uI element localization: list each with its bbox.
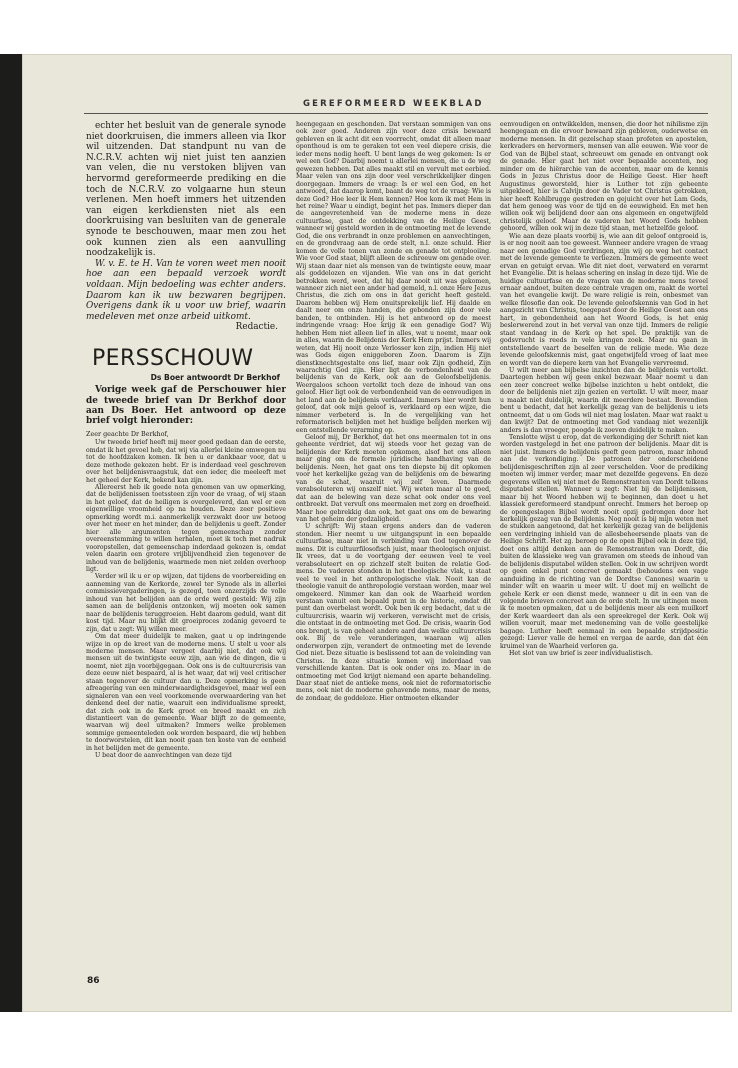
scan-margin-bottom: [0, 1012, 738, 1068]
page-number: 86: [87, 976, 100, 986]
letter-salutation: Zeer geachte Dr Berkhof,: [86, 429, 169, 438]
body-paragraph: Tenslotte wijst u erop, dat de verkondiging der Schrift niet kan worden vastgelegd in het ene patroon der belijdenis. Maar dit is niet juist. Immers de belijdenis geeft geen patroon, maar inhoud aan de verkondiging. De patronen der onderscheidene belijdenisgeschriften zijn al zeer verschelden. Voor de prediking moeten wij immer verder, maar met dezelfde gegevens. En deze gegevens willen wij niet met de Remonstranten van Dordt telkens disputabel stellen. Wanneer u zegt: Niet bij de belijdenissen, maar bij het Woord hebben wij te beginnen, dan doet u het klassiek gereformeerd standpunt onrecht. Immers het beroep op de opengeslagen Bijbel wordt nooit opzij gedrongen door het kerkelijk gezag van de Belijdenis. Nog nooit is bij mijn weten met de stukken aangetoond, dat het kerkelijk gezag van de belijdenis een verdringing inhield van de allesbeheersende plaats van de Heilige Schrift. Het zg. beroep op de open Bijbel ook in deze tijd, doet ons altijd denken aan de Remonstranten van Dordt, die buiten de klassieke weg van gravamen om steeds de inhoud van de belijdenis disputabel wilden stellen. Ook in uw schrijven wordt op geen enkel punt concreet gemaakt (behoudens een vage aanduiding in de richting van de Dordtse Canones) waarin u minder wilt en waarin u meer wilt. U doet mij en wellicht de gehele Kerk er een dienst mede, wanneer u dit in een van de volgende brieven concreet aan de orde stelt. In uw uitingen meen ik te moeten opmaken, dat u de belijdenis meer als een muilkorf der Kerk waardeert dan als een spreekregel der Kerk. Ook wij willen vooruit, maar met medeneming van de volle geestelijke bagage. Luther heeft eenmaal in een bepaalde strijdpositie gezegd: Liever valle de hemel en vergaa de aarde, dan dat één kruimel van de Waarheid verloren ga.: [500, 434, 708, 650]
column-2: [296, 121, 491, 966]
signature-redactie: Redactie.: [235, 322, 278, 333]
body-paragraph: Geloof mij, Dr Berkhof, dat het ons meermalen tot in ons geheente verdriet, dat wij steeds voor het gezag van de belijdenis der Kerk moeten opkomen, alsof het ons alleen maar ging om de formele juridische handhaving van de belijdenis. Neen, het gaat ons ten diepste bij dit opkomen voor het kerkelijke gezag van de belijdenis om de bewaring van de schat, waaruit wij zelf leven. Daarmede verabsoluteren wij onszelf niet. Wij weten maar al te goed, dat aan de belewing van deze schat ook onder ons veel ontbreekt. Dat vervult ons meermalen met zorg en droefheid. Maar hoe gebrekkig dan ook, het gaat ons om de bewaring van het geheim der godzaligheid.: [296, 434, 491, 524]
running-header: GEREFORMEERD WEEKBLAD: [303, 99, 484, 109]
body-paragraph: eenvoudigen en ontwikkelden, mensen, die door het nihilisme zijn heengegaan en die ervoor bewaard zijn gebleven, ouderwetse en moderne mensen. In dit gezelschap staan profeten en apostelen, kerkvaders en hervormers, mensen van alle eeuwen. Wie voor de God van de Bijbel staat, schreeuwt om genade en ontvangt ook de genade. Hier gaat het niet over bepaalde accenten, nog minder om de hiërarchie van de accenten, maar om de kennis Gods in Jezus Christus door de Heilige Geest. Hier heeft Augustinus geworsteld, hier is Luther tot zijn gebeente uitgekleed, hier is Calvijn door de Vader tot Christus getrokken, hier heeft Kohlbrugge gestreden en gejuicht over het Lam Gods, dat hem genoeg was voor de tijd en de eeuwigheid. En met hen willen ook wij belijdend door aan ons algemeen en ongetwijfeld christelijk geloof. Maar de vaderen het Woord Gods hebben gehoord, willen ook wij in deze tijd staan, met hetzelfde geloof.: [500, 121, 708, 233]
body-paragraph: Wie aan deze plaats voorbij is, wie aan dit geloof ontgroeid is, is er nog nooit aan toe geweest. Wanneer andere vragen de vraag naar een genadige God verdringen, zijn wij op weg het contact met de levende gemeente te verliezen. Immers de gemeente weet ervan en getuigt ervan. Wie dit niet doet, verwaterd en verarmt het Evangelie. Dit is helaas schering en inslag in deze tijd. Wie de huidige cultuurfase en de vragen van de moderne mens teveel ernaar aandoet, buiten deze centrale vragen om, raakt de wortel van het evangelie kwijt. De ware religie is rein, onbesmet van welke filosofie dan ook. De levende geloofskennis van God in het aangezicht van Christus, toegepast door de Heilige Geest aan ons hart, in gebondenheid aan het Woord Gods, is het enig beslerwerend zout in het verval van onze tijd. Immers de religie staat vandaag in de Kerk op het spel. De praktijk van de godsvrucht is reeds in vele kringen zoek. Maar nu gaan in ontstellende vaart de beselfen van de religie mede. Wie deze levende geloofskennis mist, gaat ongetwijfeld vroeg of laat mee en wordt van de diepere kern van het Evangelie vervreemd.: [500, 232, 708, 367]
body-paragraph: heengegaan en geschonden. Dat verstaan sommigen van ons ook zeer goed. Anderen zijn voor deze crisis bewaard gebleven en ik acht dit een voorrecht, omdat dit alleen maar oponthoud is om te geraken tot een veel diepere crisis, die ieder mens nodig heeft. U bent langs de weg gekomen: Is er wel een God? Daarbij noemt u allerlei mensen, die u de weg gewezen hebben. Dat alles maakt stil en vervult met eerbied. Maar velen van ons zijn door veel verschrikkelijker dingen doorgegaan. Immers de vraag: Is er wel een God, en het antwoord, dat daarop komt, baant de weg tot de vraag: Wie is deze God? Hoe leer ik Hem kennen? Hoe kom ik met Hem in het reine? Waar u eindigt, begint het pas. Immers dieper dan de aangevretenheid van de moderne mens in deze cultuurfase, gaat de ontdekking van de Heilige Geest, wanneer wij gesteld worden in de ontmoeting met de levende God, die ons verbrandt in onze problemen en aanvechtingen, en de grondvraag aan de orde stelt, n.l. onze schuld. Hier komen de volle tonen van zonde en genade tot ontplooiing. Wie voor God staat, blijft alleen de schreeuw om genade over. Wij staan daar niet als mensen van de twintigste eeuw, maar als goddelozen en vijanden. Wie van ons in dat gericht betrokken werd, weet, dat hij daar nooit uit was gekomen, wanneer zich niet een ander had gemeld, n.l. onze Here Jezus Christus, die zich om ons in dat gericht heeft gesteld. Daarom hebben wij Hem onuitsprekelijk lief. Hij daalde en daalt neer om onze handen, die gebonden zijn door vele banden, te ontbinden. Hij is het antwoord op de meest indringende vraag: Hoe krijg ik een genadige God? Wij hebben Hem niet alleen lief in alles, wat u noemt, maar ook in alles, waarin de Belijdenis der Kerk Hem prijst. Immers wij weten, dat Hij nooit onze Verlosser kon zijn, indien Hij niet was Gods eigen eniggeboren Zoon. Daarom is Zijn dienstknechtsgestalte ons lief, maar ook Zijn godheid, Zijn waarachtig God zijn. Hier ligt de verbondenheid van de belijdenis van de Kerk, ook aan de Geloofsbelijdenis. Weergaloos schoon vertolkt toch deze de inhoud van ons geloof. Hier ligt ook de verbondenheid van de eenvoudigen in het land aan de belijdenis verklaard. Immers hier wordt hun geloof, dat ook mijn geloof is, verklaard op een wijze, die nimmer verbeterd is. In de vergelijking van het reformatorisch belijden met het huidige belijden merken wij een ontstellende verarming op.: [296, 121, 491, 434]
section-title: PERSSCHOUW: [92, 345, 254, 371]
body-paragraph: U beat door de aanvechtingen van deze tijd: [95, 752, 232, 760]
column-1: [86, 121, 286, 976]
section-subtitle: Ds Boer antwoordt Dr Berkhof: [150, 372, 280, 382]
lead-paragraph: echter het besluit van de generale synode niet doorkruisen, die immers alleen via Ikor wil uitzenden. Dat standpunt nu van de N.C.R.V. achten wij niet juist ten aanzien van velen, die nu verstoken blijven van hervormd gereformeerde prediking en die toch de N.C.R.V. zo volgaarne hun steun verlenen. Men hoeft immers het uitzenden van eigen kerkdiensten niet als een doorkruising van besluiten van de generale synode te beschouwen, maar men zou het ook kunnen zien als een aanvulling noodzakelijk is.: [86, 121, 286, 259]
body-paragraph: U schrijft: Wij staan ergens anders dan de vaderen stonden. Hier neemt u uw uitgangspunt in een bepaalde cultuurfase, maar niet in verbinding van God tegenover de mens. Dit is cultuurfilosofisch juist, maar theologisch onjuist. Ik vrees, dat u de voortgang der eeuwen veel te veel verabsoluteert en op zichzelf stelt buiten de relatie God-mens. De vaderen stonden in het theologische vlak, u staat veel te veel in het anthropologische vlak. Nooit kan de theologie vanuit de anthropologie verstaan worden, maar wel omgekeerd. Nimmer kan dan ook de Waarheid worden verstaan vanuit een bepaald punt in de historie, omdat dit punt dan overbelast wordt. Ook ben ik erg bedacht, dat u de cultuurcrisis, waarin wij verkeren, verwischt met de crisis, die ontstaat in de ontmoeting met God. De crisis, waarin God ons brengt, is van geheel andere aard dan welke cultuurcrisis ook. Bij de vele veranderingen, waaraan wij allen onderworpen zijn, verandert de ontmoeting met de levende God niet. Deze situatie is beslissend tot aan de voleinding van Christus. In deze situatie komen wij inderdaad van verschillende kanten. Dat is ook onder ons zo. Maar in de ontmoeting met God krijgt niemand een aparte behandeling. Daar staat niet de antieke mens, ook niet de reformatorische mens, ook niet de moderne gehavende mens, maar de mens, de zondaar, de goddeloze. Hier ontmoeten elkander: [296, 523, 491, 702]
binding-edge: [0, 54, 22, 1012]
reply-paragraph: W. v. E. te H. Van te voren weet men nooit hoe aan een bepaald verzoek wordt voldaan. Mijn bedoeling was echter anders. Daarom kan ik uw bezwaren begrijpen. Overigens dank ik u voor uw brief, waarin medeleven met onze arbeid uitkomt.: [86, 258, 286, 322]
header-rule: [84, 113, 708, 114]
body-paragraph: Om dat meer duidelijk te maken, gaat u op indringende wijze in op de kreet van de moderne mens. U stelt u voor als moderne mensen. Maar vergeet daarbij niet, dat ook wij mensen uit de twintigste eeuw zijn, aan wie de dingen, die u noemt, niet zijn voorbijgegaan. Ook ons is de cultuurcrisis van deze eeuw niet bespaard, al is het waar, dat wij veel critischer staan tegenover de cultuur dan u. Deze opmerking is geen afreagering van een minderwaardigheidsgevoel, maar wel een signaleren van een veel voorkomende overwaardering van het denkend deel der natie, waaruit een individualisme spreekt, dat zich ook in de Kerk groot en breed maakt en zich distantieert van de gemeente. Waar blijft zo de gemeente, waarvan wij deel uitmaken? Immers welke problemen sommige gemeenteleden ook worden bespaard, die wij hebben te doorworstelen, dit kan nooit gaan ten koste van de eenheid in het belijden met de gemeente.: [86, 633, 286, 752]
body-paragraph: Allereerst heb ik goede nota genomen van uw opmerking, dat de belijdenissen toetssteen zijn voor de vraag, of wij staan in het geloof, dat de heiligen is overgeleverd, dan wel er een eigenwillige vroomheid op na houden. Deze zeer positieve opmerking wordt m.i. aanmerkelijk verzwakt door uw betoog over het meer en het minder, dan de belijdenis u geeft. Zonder hier alle argumenten tegen gemeenschap zonder overeenstemming te willen herhalen, moet ik toch met nadruk vooropstellen, dat gemeenschap inderdaad gekozen is, omdat velen daarin een grotere vrijblijvendheid zien tegenover de inhoud van de belijdenis, waarmede men niet zelden overhoop ligt.: [86, 483, 286, 573]
column-3: [500, 121, 708, 966]
intro-paragraph: Vorige week gaf de Perschouwer hier de tweede brief van Dr Berkhof door aan Ds Boer. Het antwoord op deze brief volgt hieronder:: [86, 385, 286, 427]
body-paragraph: Uw tweede brief heeft mij meer goed gedaan dan de eerste, omdat ik het gevoel heb, dat wij via allerlei kleine omwegen nu tot de hoofdzaken komen. Ik ben u er dankbaar voor, dat u deze methode gekozen hebt. Er is inderdaad veel geschreven over het belijdenisvraagstuk, dat een ieder, die meeleeft met het geheel der Kerk, bekend kan zijn.: [86, 439, 286, 484]
body-paragraph: Verder wil ik u er op wijzen, dat tijdens de voorbereiding en aanneming van de Kerkorde, zowel ter Synode als in allerlei commissievergaderingen, is gezegd, toen onzerzijds de volle inhoud van het belijden aan de orde werd gesteld: Wij zijn samen aan de belijdenis ontzonken, wij moeten ook samen naar de belijdenis teruggroeien. Hebt daarom geduld, want dit kost tijd. Maar nu blijkt dit groeiproces zodanig gevoerd te zijn, dat u zegt: Wij willen meer.: [86, 573, 286, 633]
body-paragraph: U wilt meer aan bijbelse inzichten dan de belijdenis vertolkt. Daartegen hebben wij geen enkel bezwaar. Maar noemt u dan een zeer concreet welke bijbelse inzichten u hebt ontdekt, die door de belijdenis niet zijn gezien en vertolkt. U wilt meer, maar u maakt niet duidelijk, waarin dit meerdere bestaat. Bovendien bent u bedacht, dat het kerkelijk gezag van de belijdenis u iets ontneemt, dat u om Gods wil niet mag loslaten. Maar wat raakt u dan kwijt? Dat de ontmoeting met God vandaag niet wezenlijk anders is dan vroeger, poogde ik zoeven duidelijk te maken.: [500, 366, 708, 434]
scan-margin-top: [0, 0, 738, 52]
body-paragraph: Het slot van uw brief is zeer individualistisch.: [509, 650, 653, 658]
